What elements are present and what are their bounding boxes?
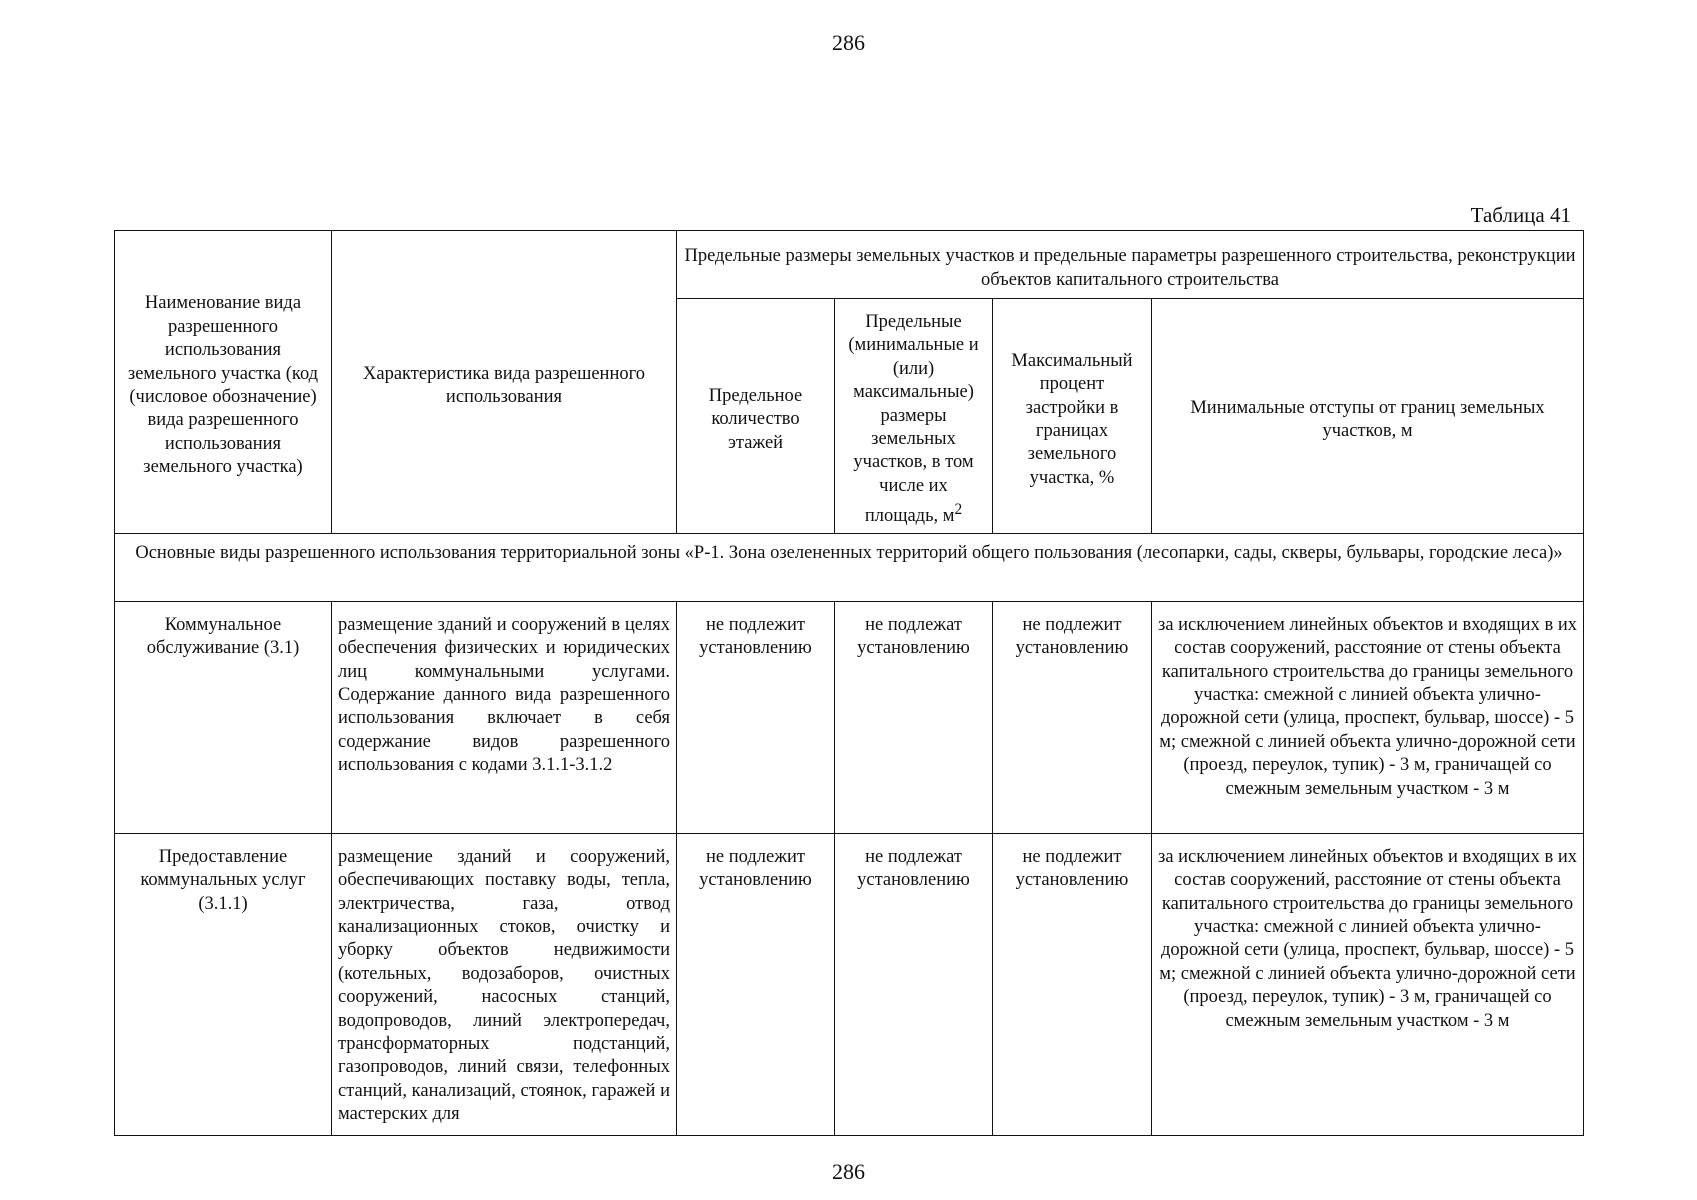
table-row [115, 833, 1584, 1135]
row-floors: не подлежит установлению [677, 601, 835, 833]
row-sizes: не подлежат установлению [835, 601, 993, 833]
row-sizes: не подлежат установлению [835, 833, 993, 1135]
zoning-table [114, 230, 1584, 1136]
header-limits-group: Предельные размеры земельных участков и предельные параметры разрешенного строительства, реконструкции объектов капитального строительства [677, 231, 1584, 299]
zone-title: Основные виды разрешенного использования территориальной зоны «Р-1. Зона озелененных территорий общего пользования (лесопарки, сады, скверы, бульвары, городские леса)» [115, 533, 1584, 601]
header-percent: Максимальный процент застройки в границах земельного участка, % [993, 299, 1152, 534]
table-label: Таблица 41 [1470, 203, 1571, 227]
row-name: Коммунальное обслуживание (3.1) [115, 601, 332, 833]
header-description: Характеристика вида разрешенного использования [332, 231, 677, 534]
page-number-top: 286 [832, 30, 865, 55]
header-setbacks: Минимальные отступы от границ земельных участков, м [1152, 299, 1584, 534]
page-number-bottom: 286 [832, 1159, 865, 1184]
header-sizes-text: Предельные (минимальные и (или) максимальные) размеры земельных участков, в том числе их площадь, м [848, 312, 979, 527]
row-description: размещение зданий и сооружений, обеспечивающих поставку воды, тепла, электричества, газа, отвод канализационных стоков, очистку и уборку объектов недвижимости (котельных, водозаборов, очистных сооружений, насосных станций, водопроводов, линий электропередач, трансформаторных подстанций, газопроводов, линий связи, телефонных станций, канализаций, стоянок, гаражей и мастерских для [332, 833, 677, 1135]
row-setbacks: за исключением линейных объектов и входящих в их состав сооружений, расстояние от стены объекта капитального строительства до границы земельного участка: смежной с линией объекта улично-дорожной сети (улица, проспект, бульвар, шоссе) - 5 м; смежной с линией объекта улично-дорожной сети (проезд, переулок, тупик) - 3 м, граничащей со смежным земельным участком - 3 м [1152, 833, 1584, 1135]
row-description: размещение зданий и сооружений в целях обеспечения физических и юридических лиц коммунальными услугами. Содержание данного вида разрешенного использования включает в себя содержание видов разрешенного использования с кодами 3.1.1-3.1.2 [332, 601, 677, 833]
header-sizes-sup: 2 [954, 501, 963, 519]
row-percent: не подлежит установлению [993, 833, 1152, 1135]
header-name: Наименование вида разрешенного использования земельного участка (код (числовое обозначение) вида разрешенного использования земельного участка) [115, 231, 332, 534]
header-sizes [835, 299, 993, 534]
row-percent: не подлежит установлению [993, 601, 1152, 833]
header-row-1 [115, 231, 1584, 299]
zone-row [115, 533, 1584, 601]
row-setbacks: за исключением линейных объектов и входящих в их состав сооружений, расстояние от стены объекта капитального строительства до границы земельного участка: смежной с линией объекта улично-дорожной сети (улица, проспект, бульвар, шоссе) - 5 м; смежной с линией объекта улично-дорожной сети (проезд, переулок, тупик) - 3 м, граничащей со смежным земельным участком - 3 м [1152, 601, 1584, 833]
row-floors: не подлежит установлению [677, 833, 835, 1135]
header-floors: Предельное количество этажей [677, 299, 835, 534]
table-row [115, 601, 1584, 833]
row-name: Предоставление коммунальных услуг (3.1.1) [115, 833, 332, 1135]
